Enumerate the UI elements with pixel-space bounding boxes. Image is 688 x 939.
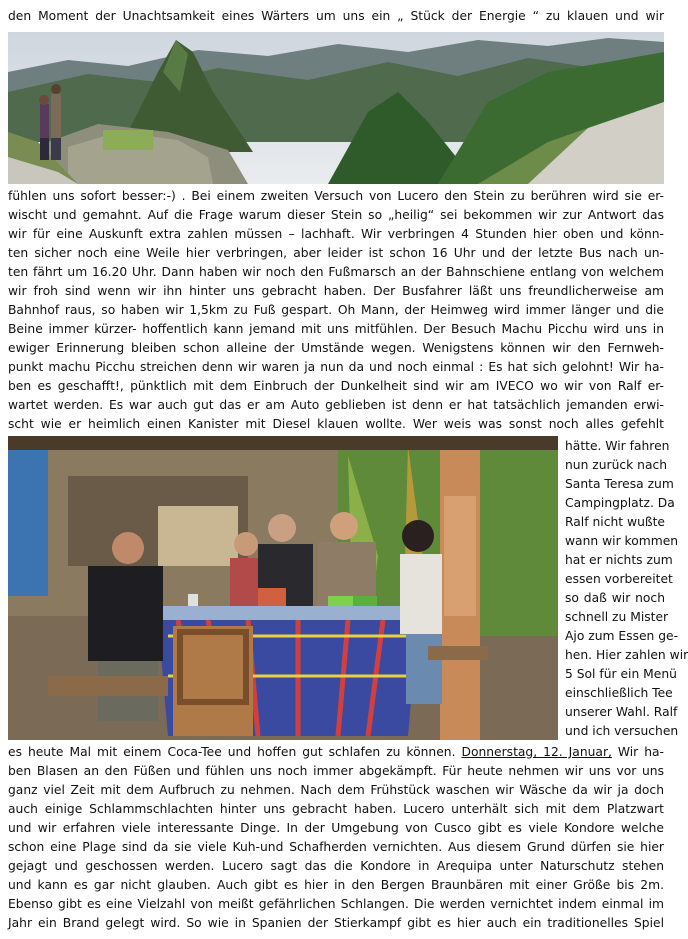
side-text-line-5: Ralf nicht wußte — [565, 515, 665, 529]
text-line-middle-3: wir für eine Auskunft extra zahlen müssen – lachhaft. Wir verbringen 4 Stunden hier oben und könn- — [8, 227, 664, 241]
side-text-line-14: einschließlich Tee — [565, 686, 673, 700]
text-line-middle-13: scht wie er heimlich einen Kanister mit Diesel klauen wollte. Wer weis was sonst noch alles gefehlt — [8, 417, 664, 431]
side-text-line-15: unserer Wahl. Ralf — [565, 705, 678, 719]
text-line-middle-1: fühlen uns sofort besser:-) . Bei einem zweiten Versuch von Lucero den Stein zu berühren wird sie er- — [8, 189, 664, 203]
side-text-line-2: nun zurück nach — [565, 458, 668, 472]
text-line-bottom-9: Jahr ein Brand gelegt wird. So wie in Spanien der Stierkampf gibt es hier auch ein traditionelles Spiel — [8, 916, 664, 930]
text-line-bottom-6: gejagt und geschossen werden. Lucero sagt das die Kondore in Arequipa unter Naturschutz stehen — [8, 859, 664, 873]
text-line-bottom-4: und wir erfahren viele interessante Dinge. In der Umgebung von Cusco gibt es viele Kondore welche — [8, 821, 664, 835]
text-line-middle-7: Bahnhof raus, so haben wir 1,5km zu Fuß gespart. Oh Mann, der Heimweg wird immer länger und die — [8, 303, 664, 317]
text-after-date: Wir ha- — [611, 745, 664, 759]
text-line-middle-2: wischt und gemahnt. Auf die Frage warum dieser Stein so „heilig“ sei bekommen wir zur Antwort das — [8, 208, 664, 222]
text-line-bottom-8: Ebenso gibt es eine Vielzahl von meißt gefährlichen Schlangen. Die werden vernichtet indem einmal im — [8, 897, 664, 911]
date-heading: Donnerstag, 12. Januar, — [461, 745, 612, 759]
text-line-middle-4: ten sicher noch eine Weile hier verbringen, aber leider ist schon 16 Uhr und der letzte Bus nach un- — [8, 246, 664, 260]
text-line-middle-8: Beine immer kürzer- hoffentlich kann jemand mit uns mitfühlen. Der Besuch Machu Picchu wird uns in — [8, 322, 664, 336]
text-before-date: es heute Mal mit einem Coca-Tee und hoffen gut schlafen zu können. — [8, 745, 462, 759]
restaurant-group-photo — [8, 436, 558, 740]
machu-picchu-photo — [8, 32, 664, 184]
side-text-line-7: hat er nichts zum — [565, 553, 673, 567]
text-line-bottom-2: ganz viel Zeit mit dem Aufbruch zu nehmen. Nach dem Frühstück waschen wir Wäsche da wir ja doch — [8, 783, 664, 797]
text-line-middle-5: ten fährt um 16.20 Uhr. Dann haben wir noch den Fußmarsch an der Bahnschiene entlang von welchem — [8, 265, 664, 279]
side-text-line-9: so daß wir noch — [565, 591, 665, 605]
side-text-line-8: essen vorbereitet — [565, 572, 673, 586]
side-text-line-1: hätte. Wir fahren — [565, 439, 670, 453]
text-line-middle-9: ewiger Erinnerung bleiben schon alleine der Umstände wegen. Wenigstens können wir den Fernweh- — [8, 341, 664, 355]
text-line-middle-11: ben es geschafft!, pünktlich mit dem Einbruch der Dunkelheit sind wir am IVECO wo wir von Ralf er- — [8, 379, 664, 393]
text-line-middle-6: wir froh sind wenn wir ihn hinter uns gebracht haben. Der Busfahrer läßt uns freundlicherweise am — [8, 284, 664, 298]
side-text-line-11: Ajo zum Essen ge- — [565, 629, 679, 643]
text-line-bottom-3: auch einige Schlammschlachten hinter uns gebracht haben. Lucero unterhält sich mit dem Platzwart — [8, 802, 664, 816]
side-text-line-13: 5 Sol für ein Menü — [565, 667, 677, 681]
text-line-top: den Moment der Unachtsamkeit eines Wärters um uns ein „ Stück der Energie “ zu klauen und wir — [8, 9, 664, 23]
text-line-middle-10: punkt machu Picchu streichen denn wir waren ja nun da und noch einmal : Es hat sich gelohnt! Wir ha- — [8, 360, 664, 374]
text-line-middle-12: wartet werden. Es war auch gut das er am Auto geblieben ist denn er hat tatsächlich jemanden erwi- — [8, 398, 664, 412]
text-line-date — [8, 743, 664, 761]
side-text-line-3: Santa Teresa zum — [565, 477, 674, 491]
text-line-bottom-1: ben Blasen an den Füßen und fühlen uns noch immer abgekämpft. Für heute nehmen wir uns vor uns — [8, 764, 664, 778]
text-line-bottom-5: schon eine Plage sind da sie viele Kuh-und Schafherden vernichten. Aus diesem Grund dürfen sie hier — [8, 840, 664, 854]
side-text-line-4: Campingplatz. Da — [565, 496, 675, 510]
side-text-line-12: hen. Hier zahlen wir — [565, 648, 688, 662]
text-line-bottom-7: und kann es gar nicht glauben. Auch gibt es hier in den Bergen Braunbären mit einer Größe bis 2m. — [8, 878, 664, 892]
side-text-line-16: und ich versuchen — [565, 724, 679, 738]
side-text-line-10: schnell zu Mister — [565, 610, 669, 624]
side-text-line-6: wann wir kommen — [565, 534, 679, 548]
